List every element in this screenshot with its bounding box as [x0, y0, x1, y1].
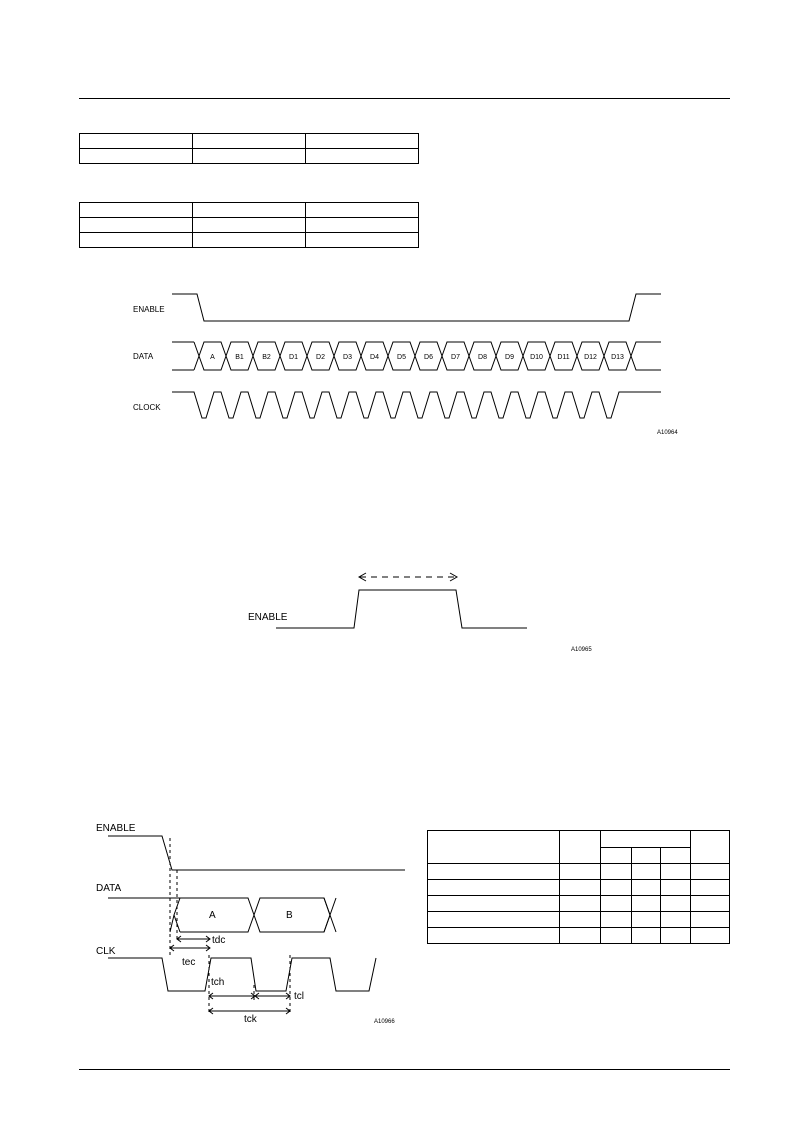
table-row — [428, 864, 730, 880]
table-header-row — [428, 831, 730, 848]
data-bit-label: D11 — [557, 354, 570, 361]
signal-label-clock: CLOCK — [133, 403, 161, 412]
signal-label-enable: ENABLE — [96, 823, 136, 834]
table-row — [428, 880, 730, 896]
data-bit-label: D5 — [397, 354, 406, 361]
data-bit-label: D7 — [451, 354, 460, 361]
timing-guides — [170, 838, 290, 1012]
signal-label-data: DATA — [96, 883, 122, 894]
figure-code: A10964 — [657, 430, 678, 436]
data-waveform — [108, 898, 336, 932]
enable-label: ENABLE — [248, 612, 288, 623]
data-bit-b: B — [286, 910, 293, 921]
label-tch: tch — [211, 977, 225, 988]
enable-waveform — [108, 836, 405, 870]
data-bit-label: D10 — [530, 354, 543, 361]
table-row — [428, 912, 730, 928]
timing-dimensions — [170, 936, 290, 1014]
data-bit-label: D3 — [343, 354, 352, 361]
figure-code: A10965 — [571, 647, 592, 653]
data-bit-label: A — [210, 354, 215, 361]
table-row — [428, 896, 730, 912]
data-bit-a: A — [209, 910, 216, 921]
signal-label-enable: ENABLE — [133, 305, 165, 314]
clk-waveform — [108, 958, 376, 991]
label-tcl: tcl — [294, 991, 304, 1002]
label-tck: tck — [244, 1014, 257, 1025]
timing-parameter-table — [427, 830, 730, 944]
data-bit-label: B1 — [235, 354, 244, 361]
signal-label-data: DATA — [133, 352, 154, 361]
data-bit-label: D12 — [584, 354, 597, 361]
data-bit-label: D6 — [424, 354, 433, 361]
data-bit-label: D4 — [370, 354, 379, 361]
data-bit-label: D1 — [289, 354, 298, 361]
table-row — [428, 928, 730, 944]
data-bit-label: D8 — [478, 354, 487, 361]
data-bit-label: D2 — [316, 354, 325, 361]
label-tec: tec — [182, 957, 196, 968]
figure-code: A10966 — [374, 1019, 395, 1025]
data-bit-label: D13 — [611, 354, 624, 361]
signal-label-clk: CLK — [96, 946, 116, 957]
data-bit-label: D9 — [505, 354, 514, 361]
data-bit-label: B2 — [262, 354, 271, 361]
label-tdc: tdc — [212, 935, 226, 946]
